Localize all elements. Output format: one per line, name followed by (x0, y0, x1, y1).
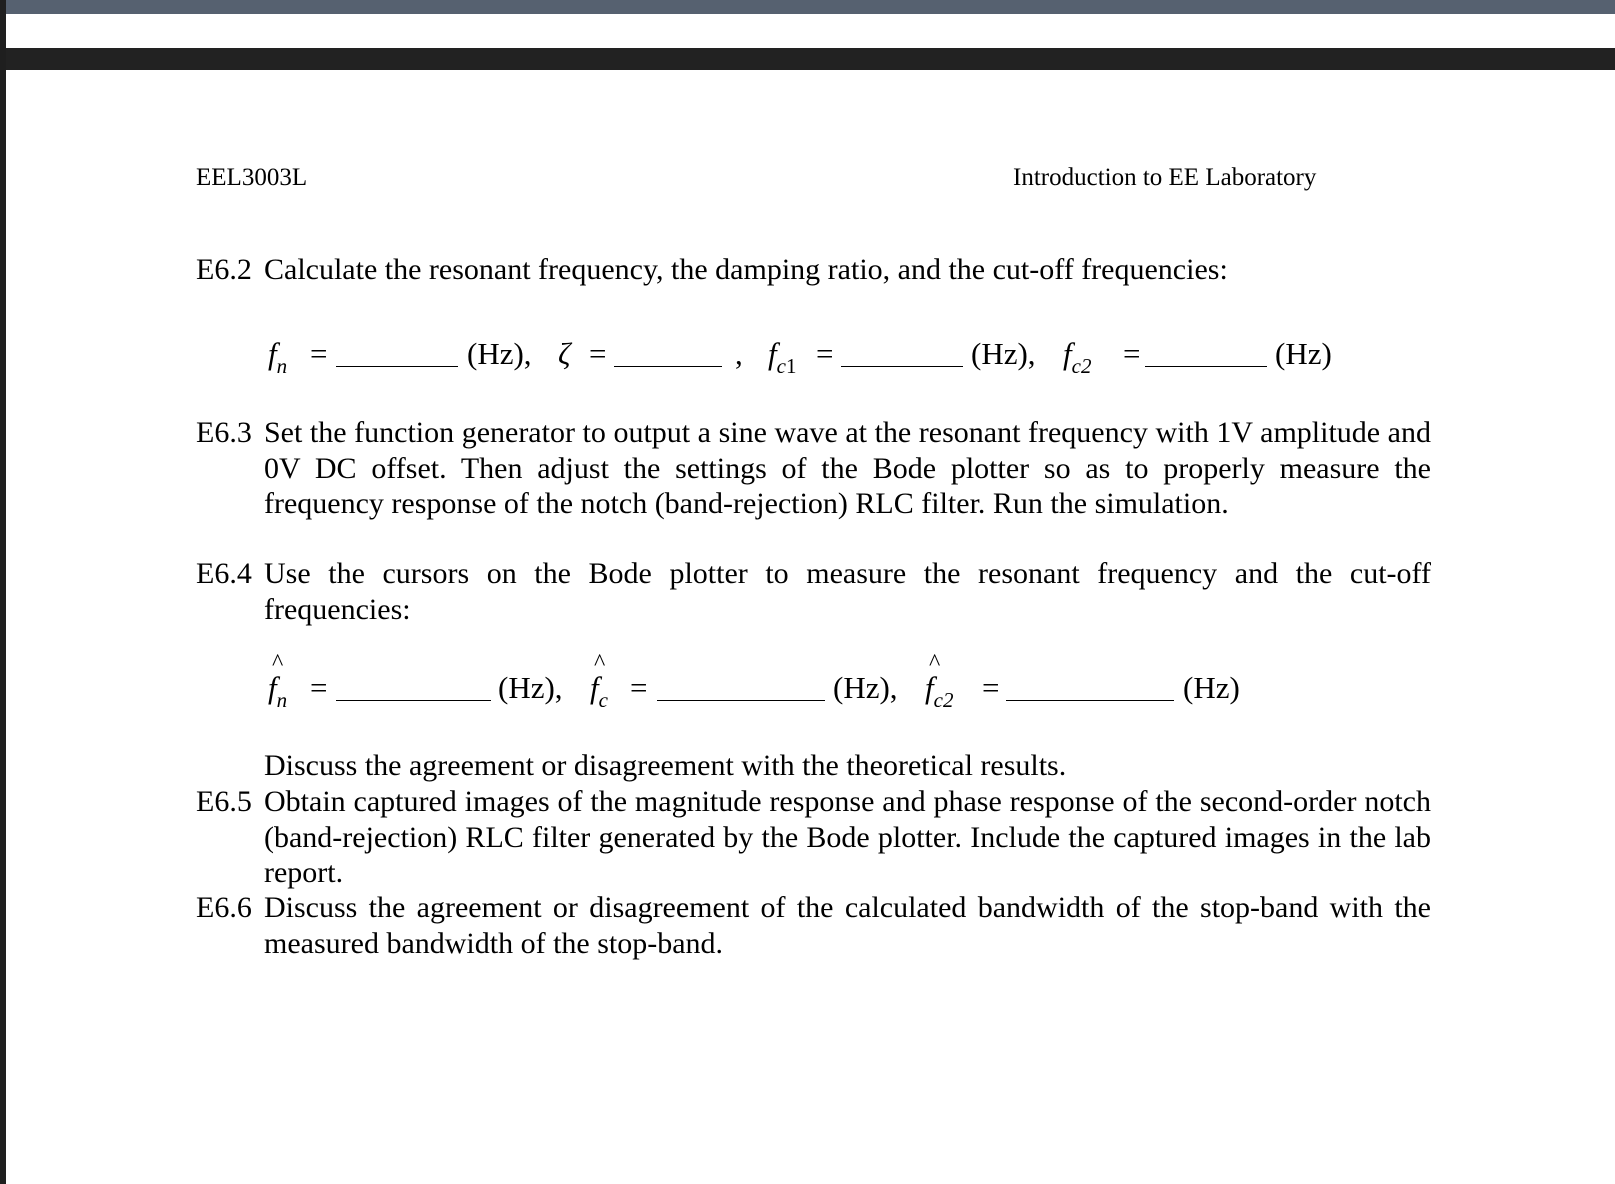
item-text: Set the function generator to output a sine wave at the resonant frequency with 1V amplitude and 0V DC offset. Then adjust the settings of the Bode plotter so as to properly measure the frequency response of the notch (band-rejection) RLC filter. Run the simulation. (264, 416, 1431, 520)
fc1-answer-blank[interactable] (841, 366, 963, 367)
item-number: E6.5 (196, 785, 252, 818)
item-number: E6.3 (196, 416, 252, 449)
item-text: Obtain captured images of the magnitude response and phase response of the second-order notch (band-rejection) RLC filter generated by the Bode plotter. Include the captured images in the lab report. (264, 785, 1431, 889)
equals-sign: = (1123, 336, 1141, 371)
equals-sign: = (982, 670, 1000, 705)
comma: , (735, 336, 743, 371)
fc-hat-symbol: ^ $f_c$ (590, 670, 608, 706)
item-number: E6.2 (196, 253, 252, 286)
discuss-text: Discuss the agreement or disagreement with the theoretical results. (264, 749, 1067, 782)
fc-hat-answer-blank[interactable] (657, 700, 825, 701)
fc2-answer-blank[interactable] (1145, 366, 1267, 367)
equals-sign: = (310, 670, 328, 705)
equals-sign: = (630, 670, 648, 705)
fc1-symbol: $f_{c1}$ (768, 336, 797, 378)
equals-sign: = (310, 336, 328, 371)
unit-hz: (Hz), (467, 336, 532, 371)
equals-sign: = (589, 336, 607, 371)
fn-hat-symbol: ^ $f_n$ (268, 670, 287, 706)
course-title: Introduction to EE Laboratory (1013, 164, 1317, 191)
unit-hz: (Hz) (1275, 336, 1332, 371)
item-text: Calculate the resonant frequency, the damping ratio, and the cut-off frequencies: (264, 253, 1228, 286)
unit-hz: (Hz), (498, 670, 563, 705)
item-e6-4 (196, 556, 1431, 627)
zeta-symbol: ζ (558, 336, 571, 371)
item-e6-6 (196, 890, 1431, 961)
unit-hz: (Hz) (1183, 670, 1240, 705)
window-top-bar (0, 0, 1615, 14)
equation-theoretical (268, 336, 1348, 382)
item-number: E6.4 (196, 557, 252, 590)
item-number: E6.6 (196, 891, 252, 924)
item-e6-3 (196, 415, 1431, 522)
item-text: Discuss the agreement or disagreement of the calculated bandwidth of the stop-band with the measured bandwidth of the stop-band. (264, 891, 1431, 960)
fn-hat-answer-blank[interactable] (336, 700, 491, 701)
fc2-hat-answer-blank[interactable] (1006, 700, 1174, 701)
zeta-answer-blank[interactable] (614, 366, 722, 367)
fc2-hat-symbol: ^ $f_{c2}$ (925, 670, 953, 706)
item-e6-2 (196, 252, 1228, 287)
unit-hz: (Hz), (833, 670, 898, 705)
course-code: EEL3003L (196, 164, 308, 191)
toolbar-band (0, 48, 1615, 70)
item-e6-5 (196, 784, 1431, 891)
fc2-symbol: $f_{c2}$ (1063, 336, 1092, 378)
document-page (6, 70, 1615, 1184)
fn-symbol: $f_n$ (268, 336, 288, 378)
fn-answer-blank[interactable] (336, 366, 458, 367)
item-text: Use the cursors on the Bode plotter to measure the resonant frequency and the cut-off frequencies: (264, 557, 1431, 626)
unit-hz: (Hz), (971, 336, 1036, 371)
equation-measured (268, 670, 1258, 716)
equals-sign: = (816, 336, 834, 371)
